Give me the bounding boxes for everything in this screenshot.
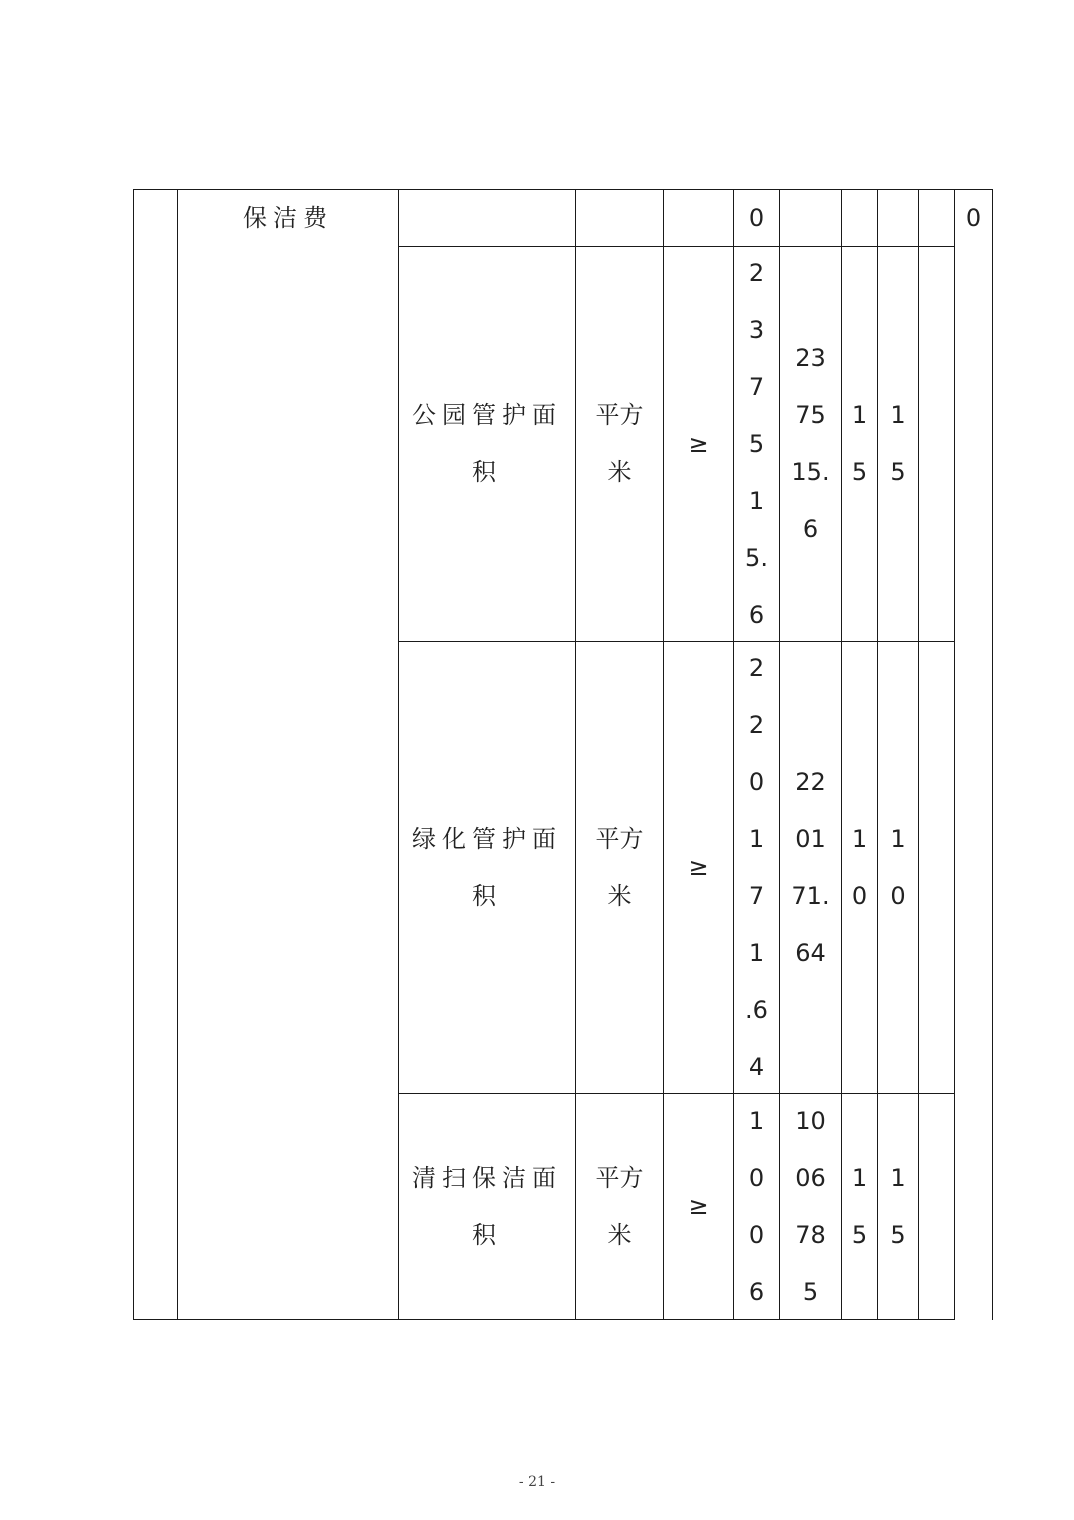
weight-char: 0: [851, 881, 868, 910]
weight-cell: [842, 642, 877, 1093]
unit-line: 平方: [595, 824, 644, 853]
operator-symbol: ≥: [688, 853, 709, 881]
indicator-line: 清扫保洁面: [412, 1163, 562, 1192]
unit-cell: [576, 247, 663, 641]
target-char: 7: [748, 372, 765, 401]
target-value-cell: [734, 247, 779, 641]
target-char: 2: [748, 710, 765, 739]
score-char: 5: [890, 458, 906, 486]
score-char: 5: [890, 1220, 906, 1249]
weight-char: 5: [851, 458, 868, 486]
operator-cell: [664, 642, 733, 1093]
actual-line: 6: [802, 515, 819, 543]
operator-symbol: ≥: [688, 1192, 709, 1220]
unit-line: 平方: [595, 401, 644, 429]
target-char: 0: [748, 1220, 765, 1249]
score-cell: [878, 1094, 918, 1319]
target-char: .6: [745, 995, 768, 1024]
actual-line: 5: [802, 1277, 819, 1306]
unit-line: 米: [607, 881, 632, 910]
actual-line: 01: [795, 824, 826, 853]
actual-line: 10: [795, 1106, 826, 1135]
target-char: 2: [748, 258, 765, 287]
score-char: 1: [890, 824, 906, 853]
indicator-cell: [399, 642, 575, 1093]
unit-line: 平方: [595, 1163, 644, 1192]
target-char: 2: [748, 653, 765, 682]
weight-char: 5: [851, 1220, 868, 1249]
page-number: - 21 -: [518, 1474, 556, 1490]
target-char: 1: [748, 486, 765, 515]
indicator-cell: [399, 247, 575, 641]
header-target-cell: [734, 190, 779, 246]
actual-value-cell: [780, 642, 841, 1093]
actual-line: 06: [795, 1163, 826, 1192]
target-value-cell: [734, 642, 779, 1093]
actual-line: 15.: [791, 458, 830, 486]
score-char: 1: [890, 401, 906, 429]
actual-line: 78: [795, 1220, 826, 1249]
unit-line: 米: [607, 1220, 632, 1249]
target-char: 3: [748, 315, 765, 344]
operator-symbol: ≥: [688, 429, 709, 458]
target-char: 6: [748, 600, 765, 629]
actual-line: 64: [795, 938, 826, 967]
target-char: 1: [748, 938, 765, 967]
actual-line: 23: [795, 344, 826, 372]
weight-cell: [842, 1094, 877, 1319]
actual-value-cell: [780, 247, 841, 641]
operator-cell: [664, 1094, 733, 1319]
indicator-line: 积: [472, 458, 502, 486]
indicator-cell: [399, 1094, 575, 1319]
target-char: 5.: [745, 543, 768, 572]
header-target-value: 0: [748, 203, 765, 232]
header-right-cell: [955, 190, 992, 246]
weight-char: 1: [851, 824, 868, 853]
target-char: 1: [748, 1106, 765, 1135]
actual-value-cell: [780, 1094, 841, 1319]
score-char: 0: [890, 881, 906, 910]
weight-char: 1: [851, 401, 868, 429]
actual-line: 75: [795, 401, 826, 429]
indicator-line: 绿化管护面: [412, 824, 562, 853]
category-cell: [178, 190, 398, 246]
indicator-line: 积: [472, 881, 502, 910]
target-char: 0: [748, 1163, 765, 1192]
actual-line: 71.: [791, 881, 830, 910]
indicator-line: 公园管护面: [412, 401, 562, 429]
unit-cell: [576, 642, 663, 1093]
target-char: 1: [748, 824, 765, 853]
indicator-line: 积: [472, 1220, 502, 1249]
score-char: 1: [890, 1163, 906, 1192]
unit-cell: [576, 1094, 663, 1319]
weight-char: 1: [851, 1163, 868, 1192]
category-label: 保洁费: [243, 203, 333, 232]
target-char: 4: [748, 1052, 765, 1081]
target-char: 0: [748, 767, 765, 796]
header-right-value: 0: [965, 203, 982, 232]
operator-cell: [664, 247, 733, 641]
actual-line: 22: [795, 767, 826, 796]
score-cell: [878, 642, 918, 1093]
target-value-cell: [734, 1094, 779, 1319]
weight-cell: [842, 247, 877, 641]
target-char: 6: [748, 1277, 765, 1306]
target-char: 5: [748, 429, 765, 458]
target-char: 7: [748, 881, 765, 910]
score-cell: [878, 247, 918, 641]
unit-line: 米: [607, 458, 632, 486]
